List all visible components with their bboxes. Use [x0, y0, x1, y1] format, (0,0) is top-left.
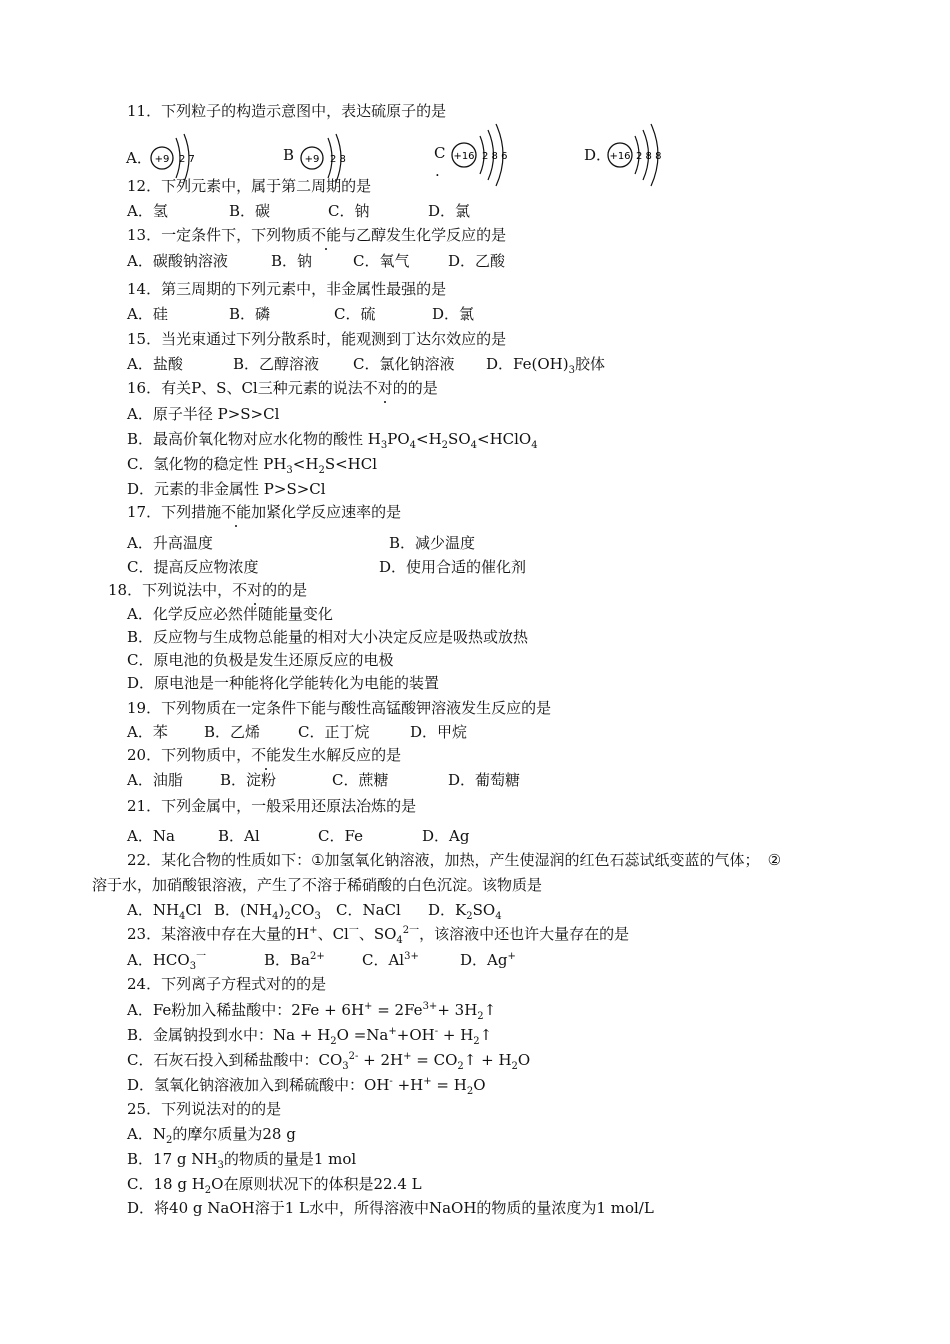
- option-16d: D．元素的非金属性 P>S>Cl: [127, 480, 326, 498]
- question-16-stem: 16．有关P、S、Cl三种元素的说法不对的的是: [127, 379, 438, 397]
- option-20c: C．蔗糖: [332, 771, 389, 789]
- option-15a: A．盐酸: [127, 355, 183, 373]
- nucleus-11c: +16: [453, 151, 475, 162]
- shells-11d: 2 8 8: [636, 151, 662, 162]
- option-12c: C．钠: [328, 202, 370, 220]
- option-13b: B．钠: [271, 252, 313, 270]
- question-21-stem: 21．下列金属中，一般采用还原法冶炼的是: [127, 797, 417, 815]
- option-15c: C．氯化钠溶液: [353, 355, 455, 373]
- shells-11b: 2 8: [330, 154, 346, 165]
- option-16c: C．氢化物的稳定性 $PH_3<H_2S<HCl$: [127, 455, 378, 476]
- option-13d: D．乙酸: [448, 252, 506, 270]
- option-23c: C．$Al^{3+}$: [362, 951, 419, 969]
- atom-diagram-11d: [604, 122, 674, 188]
- nucleus-11a: +9: [154, 154, 170, 165]
- option-22c: C．NaCl: [336, 901, 401, 919]
- circled-number-2: ②: [767, 851, 782, 869]
- option-14a: A．硅: [127, 305, 168, 323]
- question-19-stem: 19．下列物质在一定条件下能与酸性高锰酸钾溶液发生反应的是: [127, 699, 552, 717]
- option-25a: A．$N_2$的摩尔质量为28 g: [127, 1125, 296, 1146]
- question-13-stem: 13．一定条件下，下列物质不能与乙醇发生化学反应的是: [127, 226, 507, 244]
- question-25-stem: 25．下列说法对的的是: [127, 1100, 282, 1118]
- option-16a: A．原子半径 P>S>Cl: [127, 405, 280, 423]
- option-12a: A．氢: [127, 202, 168, 220]
- option-18d: D．原电池是一种能将化学能转化为电能的装置: [127, 674, 440, 692]
- option-14c: C．硫: [334, 305, 376, 323]
- option-11c-label: C: [434, 144, 446, 162]
- option-18b: B．反应物与生成物总能量的相对大小决定反应是吸热或放热: [127, 628, 529, 646]
- option-15d: D．$Fe(OH)_3$胶体: [486, 355, 605, 376]
- option-12b: B．碳: [229, 202, 271, 220]
- question-17-stem: 17．下列措施不能加紧化学反应速率的是: [127, 503, 402, 521]
- option-11b-label: B: [283, 146, 295, 164]
- option-24c: C．石灰石投入到稀盐酸中：$CO_3^{2-} + 2H^+$ = $CO_2↑ + H_2O$: [127, 1051, 531, 1072]
- question-14-stem: 14．第三周期的下列元素中，非金属性最强的是: [127, 280, 447, 298]
- shells-11c: 2 8 6: [482, 151, 508, 162]
- option-22d: D．$K_2SO_4$: [428, 901, 502, 922]
- option-24b: B．金属钠投到水中：$Na + H_2O =Na^++OH^-$ + $H_2↑$: [127, 1026, 493, 1047]
- question-15-stem: 15．当光束通过下列分散系时，能观测到丁达尔效应的是: [127, 330, 507, 348]
- atom-diagram-11c: [448, 122, 518, 188]
- question-23-stem: 23．某溶液中存在大量的H+、$Cl^一$、$SO_4^{2一}$，该溶液中还也许大量存在的是: [127, 925, 630, 946]
- option-18c: C．原电池的负极是发生还原反应的电极: [127, 651, 394, 669]
- emphasis-18: 不对的: [232, 581, 278, 599]
- option-16b: B．最高价氧化物对应水化物的酸性 $H_3PO_4<H_2SO_4<HClO_4$: [127, 430, 538, 451]
- option-25b: B．17 g $NH_3$的物质的量是1 mol: [127, 1150, 357, 1171]
- question-12-stem: 12．下列元素中，属于第二周期的是: [127, 177, 372, 195]
- option-25c: C．18 g $H_2O$在原则状况下的体积是22.4 L: [127, 1175, 422, 1196]
- question-22-stem-line1: 22．某化合物的性质如下：①加氢氧化钠溶液，加热，产生使湿润的红色石蕊试纸变蓝的气体； ②: [127, 851, 782, 869]
- option-21b: B．Al: [218, 827, 260, 845]
- option-24d: D．氢氧化钠溶液加入到稀硫酸中：$OH^- +H^+ = H_2O$: [127, 1076, 486, 1097]
- question-20-stem: 20．下列物质中，不能发生水解反应的是: [127, 746, 402, 764]
- option-19d: D．甲烷: [410, 723, 468, 741]
- shells-11a: 2 7: [179, 154, 195, 165]
- option-20a: A．油脂: [127, 771, 183, 789]
- option-22a: A．$NH_4Cl$: [127, 901, 202, 922]
- question-11-stem: 11．下列粒子的构造示意图中，表达硫原子的是: [127, 102, 447, 120]
- option-15b: B．乙醇溶液: [233, 355, 320, 373]
- emphasis-13: 不能: [311, 226, 342, 244]
- option-20d: D．葡萄糖: [448, 771, 521, 789]
- nucleus-11b: +9: [304, 154, 320, 165]
- option-12d: D．氯: [428, 202, 471, 220]
- option-13c: C．氧气: [353, 252, 410, 270]
- option-11c-dot: .: [435, 162, 440, 180]
- option-22b: B．$(NH_4)_2CO_3$: [214, 901, 321, 922]
- option-17a: A．升高温度: [127, 534, 213, 552]
- option-14b: B．磷: [229, 305, 271, 323]
- circled-number-1: ①: [311, 851, 325, 869]
- option-11d-label: D．: [584, 146, 612, 164]
- option-19c: C．正丁烷: [298, 723, 370, 741]
- option-23b: B．$Ba^{2+}$: [264, 951, 325, 969]
- option-25d: D．将40 g NaOH溶于1 L水中，所得溶液中NaOH的物质的量浓度为1 mol/L: [127, 1199, 654, 1217]
- option-21a: A．Na: [127, 827, 175, 845]
- question-18-stem: 18．下列说法中，不对的的是: [108, 581, 308, 599]
- emphasis-17: 不能: [221, 503, 252, 521]
- option-17c: C．提高反应物浓度: [127, 558, 259, 576]
- option-20b: B．淀粉: [220, 771, 277, 789]
- option-23d: D．Ag+: [460, 951, 516, 969]
- emphasis-20: 不能: [251, 746, 282, 764]
- question-22-stem-line2: 溶于水，加硝酸银溶液，产生了不溶于稀硝酸的白色沉淀。该物质是: [92, 876, 543, 894]
- question-24-stem: 24．下列离子方程式对的的是: [127, 975, 327, 993]
- option-21c: C．Fe: [318, 827, 363, 845]
- option-19b: B．乙烯: [204, 723, 261, 741]
- option-17b: B．减少温度: [389, 534, 476, 552]
- option-13a: A．碳酸钠溶液: [127, 252, 228, 270]
- option-24a: A．Fe粉加入稀盐酸中：$2Fe + 6H^+ = 2Fe^{3+}+$ $3H_2↑$: [127, 1001, 497, 1022]
- option-21d: D．Ag: [422, 827, 470, 845]
- option-11a-label: A．: [126, 149, 152, 167]
- emphasis-16: 不对的: [362, 379, 408, 397]
- option-17d: D．使用合适的催化剂: [379, 558, 527, 576]
- option-14d: D．氯: [432, 305, 475, 323]
- option-23a: A．$HCO_3^一$: [127, 951, 207, 972]
- option-19a: A．苯: [127, 723, 168, 741]
- option-18a: A．化学反应必然伴随能量变化: [127, 605, 333, 623]
- nucleus-11d: +16: [609, 151, 631, 162]
